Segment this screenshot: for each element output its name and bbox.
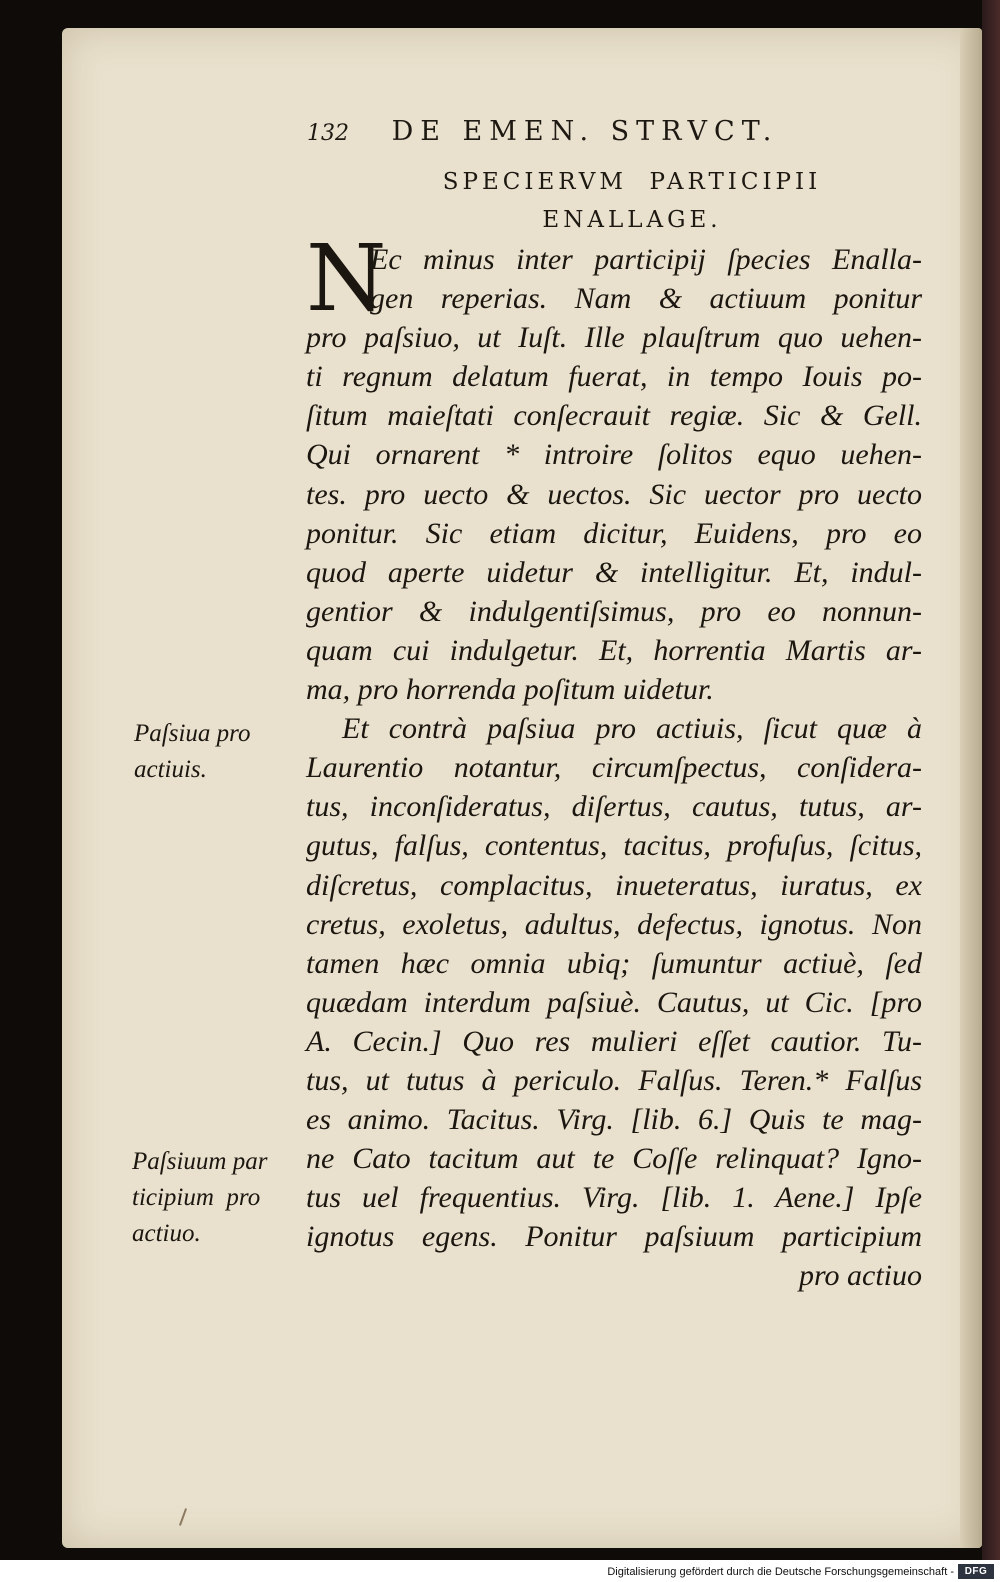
text-line: ſitum maieſtati conſecrauit regiæ. Sic & Gell. (306, 399, 922, 433)
margin-note-passiua (134, 716, 250, 788)
running-head (307, 116, 907, 147)
margin-note-line: Paſsiua pro (134, 720, 251, 747)
text-line: tus, ut tutus à periculo. Falſus. Teren.* Falſus (306, 1063, 922, 1097)
text-line: ponitur. Sic etiam dicitur, Euidens, pro eo (306, 516, 922, 550)
text-line: quod aperte uidetur & intelligitur. Et, indul- (306, 555, 922, 589)
text-line: Ec minus inter participij ſpecies Enalla- (370, 243, 922, 276)
text-line: Qui ornarent * introire ſolitos equo uehen- (306, 438, 922, 472)
section-title (312, 163, 952, 239)
text-line: tes. pro uecto & uectos. Sic uector pro uecto (306, 477, 922, 511)
section-title-line: SPECIERVM PARTICIPII (442, 169, 822, 195)
page-number: 132 (307, 121, 349, 146)
catchword: pro actiuo (798, 1259, 922, 1293)
footer-bar (0, 1560, 1000, 1582)
margin-note-line: Paſsiuum par (132, 1148, 268, 1175)
text-line: pro paſsiuo, ut Iuſt. Ille plauſtrum quo uehen- (306, 321, 922, 355)
margin-note-line: actiuis. (134, 756, 207, 783)
book-page (62, 28, 982, 1548)
text-line: Laurentio notantur, circumſpectus, conſidera- (306, 751, 922, 785)
text-line: tamen hæc omnia ubiq; ſumuntur actiuè, ſed (306, 946, 922, 980)
paragraph-2 (306, 709, 922, 1256)
text-line: gentior & indulgentiſsimus, pro eo nonnun- (306, 594, 922, 628)
text-line: es animo. Tacitus. Virg. [lib. 6.] Quis te mag- (306, 1103, 922, 1137)
page-stain (179, 1508, 187, 1526)
running-head-title: DE EMEN. STRVCT. (391, 116, 779, 147)
text-line: cretus, exoletus, adultus, defectus, ignotus. Non (306, 907, 922, 941)
text-line: Et contrà paſsiua pro actiuis, ſicut quæ à (342, 712, 922, 746)
binding-strip (982, 0, 1000, 1582)
text-line: A. Cecin.] Quo res mulieri eſſet cautior. Tu- (306, 1024, 922, 1058)
body-text (306, 225, 922, 1296)
text-line: tus, inconſideratus, diſertus, cautus, tutus, ar- (306, 790, 922, 824)
drop-cap: N (306, 225, 387, 332)
page-edge (960, 28, 982, 1548)
paragraph-1 (306, 318, 922, 709)
text-line: quam cui indulgetur. Et, horrentia Martis ar- (306, 633, 922, 667)
text-line: gen reperias. Nam & actiuum ponitur (370, 282, 922, 316)
text-line: tus uel frequentius. Virg. [lib. 1. Aene.] Ipſe (306, 1181, 922, 1215)
text-line: ignotus egens. Ponitur paſsiuum participium (306, 1220, 922, 1254)
margin-note-passiuum (132, 1144, 267, 1252)
text-line: diſcretus, complacitus, inueteratus, iuratus, ex (306, 868, 922, 902)
text-line: ne Cato tacitum aut te Coſſe relinquat? Igno- (306, 1142, 922, 1176)
text-line: gutus, falſus, contentus, tacitus, profuſus, ſcitus, (306, 829, 922, 863)
text-line: ma, pro horrenda poſitum uidetur. (306, 673, 714, 707)
opening-lines (306, 225, 922, 332)
section-title-line: ENALLAGE. (542, 207, 722, 233)
margin-note-line: actiuo. (132, 1220, 201, 1247)
text-line: ti regnum delatum fuerat, in tempo Iouis po- (306, 360, 922, 394)
text-line: quædam interdum paſsiuè. Cautus, ut Cic. [pro (306, 985, 922, 1019)
dfg-logo: DFG (958, 1564, 994, 1579)
margin-note-line: ticipium pro (132, 1184, 261, 1211)
footer-credit: Digitalisierung gefördert durch die Deutsche Forschungsgemeinschaft - (607, 1566, 954, 1578)
